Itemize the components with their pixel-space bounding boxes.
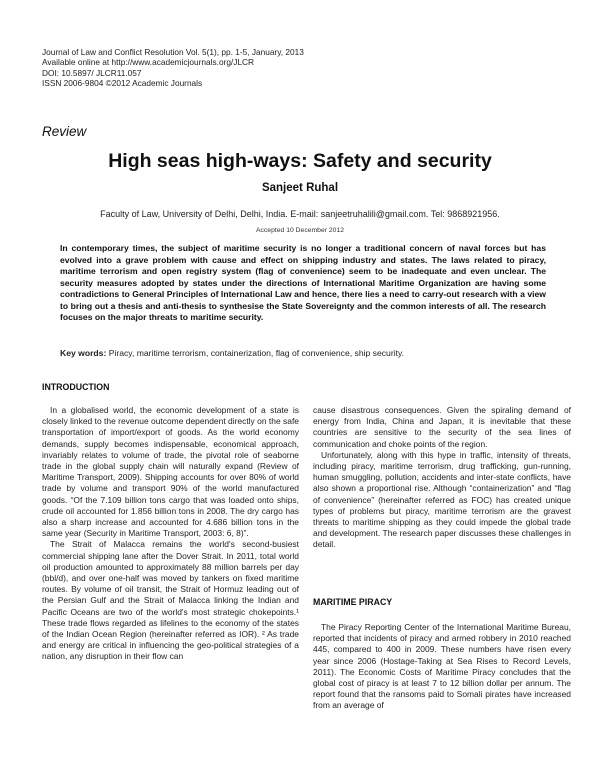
abstract: In contemporary times, the subject of maritime security is no longer a traditional concern of naval forces but has evolved into a grave problem with cause and effect on shipping industry and states. The laws related to piracy, maritime terrorism and open registry system (flag of convenience) seem to be inadequate and even unclear. The security measures adopted by states under the directions of International Maritime Organization are having some contradictions to General Principles of International Law and hence, there lies a need to carry-out research with a view to bring out a thesis and anti-thesis to synthesise the State Sovereignty and the common interests of all. The research focuses on the major threats to maritime security. — [60, 243, 546, 322]
paper-title: High seas high-ways: Safety and security — [108, 150, 492, 172]
introduction-heading: INTRODUCTION — [42, 382, 110, 392]
author-affiliation: Faculty of Law, University of Delhi, Delhi, India. E-mail: sanjeetruhalili@gmail.com. Tel: 9868921956. — [100, 209, 500, 219]
keywords — [60, 348, 550, 358]
introduction-right-column — [313, 405, 571, 551]
keywords-list: Piracy, maritime terrorism, containerization, flag of convenience, ship security. — [108, 348, 405, 358]
introduction-paragraph: The Strait of Malacca remains the world's second-busiest commercial shipping lane after the Dover Strait. In 2011, total world oil production amounted to approximately 88 million barrels per day (bbl/d), and over one-half was moved by tankers on fixed maritime routes. By volume of oil transit, the Strait of Hormuz leading out of the Persian Gulf and the Strait of Malacca linking the Indian and Pacific Oceans are two of the world's most strategic chokepoints.¹ These trade flows regarded as lifelines to the economy of the states of the Indian Ocean Region (hereinafter referred as IOR). ² As trade and energy are critical in influencing the geo-political strategies of a nation, any disruption in their flow can — [42, 539, 299, 662]
introduction-left-column — [42, 405, 299, 663]
maritime-piracy-column — [313, 622, 571, 712]
maritime-piracy-heading: MARITIME PIRACY — [313, 597, 393, 607]
maritime-piracy-paragraph: The Piracy Reporting Center of the International Maritime Bureau, reported that incidents of piracy and armed robbery in 2010 reached 445, compared to 400 in 2009. These numbers have risen every year since 2006 (Hostage-Taking at Sea Rises to Record Levels, 2011). The Economic Costs of Maritime Piracy concludes that the global cost of piracy is at least 7 to 12 billion dollar per annum. The report found that the ransoms paid to Somali pirates have increased from an average of — [313, 622, 571, 711]
author-name: Sanjeet Ruhal — [261, 182, 339, 194]
journal-header — [42, 47, 442, 89]
introduction-paragraph: Unfortunately, along with this hype in traffic, intensity of threats, including piracy, maritime terrorism, drug trafficking, gun-running, human smuggling, pollution, accidents and inter-state conflicts, have also shown a proportional rise. Although “containerization” and “flag of convenience” (hereinafter referred as FOC) has created unique types of problems but piracy, maritime terrorism are the gravest threats to maritime shipping as they could impede the global trade and development. The research paper discusses these challenges in detail. — [313, 449, 571, 550]
journal-online-url: Available online at http://www.academicjournals.org/JLCR — [42, 57, 254, 68]
journal-doi: DOI: 10.5897/ JLCR11.057 — [42, 67, 142, 78]
accepted-date: Accepted 10 December 2012 — [255, 227, 345, 234]
journal-issn: ISSN 2006-9804 ©2012 Academic Journals — [42, 78, 203, 89]
article-type: Review — [42, 124, 87, 139]
introduction-paragraph: In a globalised world, the economic development of a state is closely linked to the revenue outcome dependent directly on the safe transportation of import/export of goods. As the world economy demands, supply becomes indispensable, economical approach, invariably relates to volume of trade, the pivotal role of seaborne trade in the global supply chain will naturally expand (Review of Maritime Transport, 2009). Shipping accounts for over 80% of world trade by volume and transport 90% of the world manufactured goods. “Of the 7.109 billion tons cargo that was loaded onto ships, crude oil accounted for 1.856 billion tons in 2008. The dry cargo has also a sharp increase and accounted for 4.686 billion tons in the same year (Security in Maritime Transport, 2003: 6, 8)”. — [42, 405, 299, 539]
keywords-label: Key words: — [60, 348, 107, 358]
journal-citation: Journal of Law and Conflict Resolution Vol. 5(1), pp. 1-5, January, 2013 — [42, 47, 304, 57]
introduction-paragraph: cause disastrous consequences. Given the spiraling demand of energy from India, China and Japan, it is inevitable that these countries are sensitive to the security of the sea lines of communication and choke points of the region. — [313, 405, 571, 449]
